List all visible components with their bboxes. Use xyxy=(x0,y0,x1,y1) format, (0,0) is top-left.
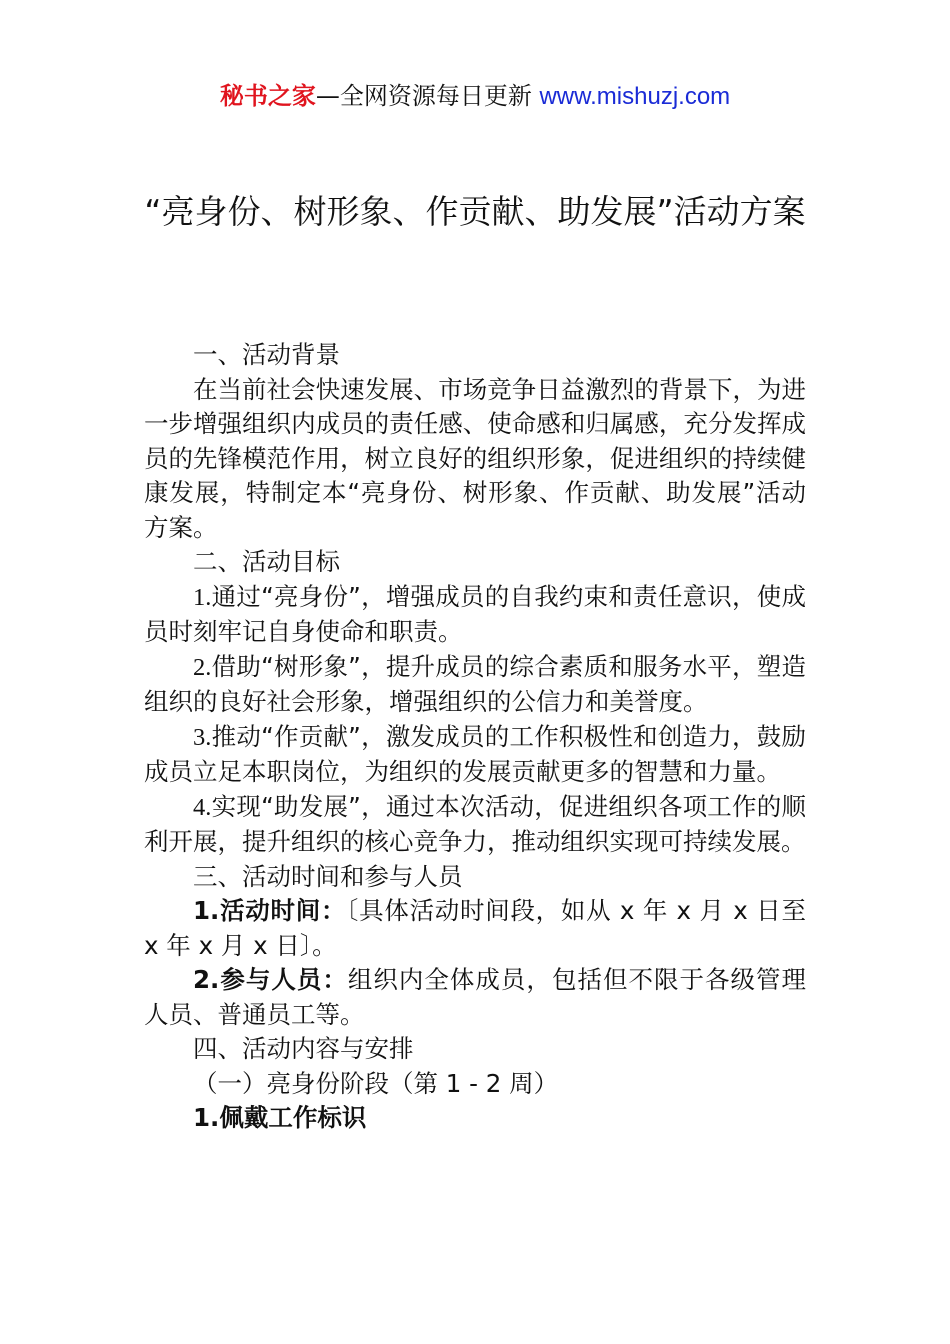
goal-text: 实现“助发展”，通过本次活动，促进组织各项工作的顺利开展，提升组织的核心竞争力，推动组织实现可持续发展。 xyxy=(144,791,806,856)
activity-time-label: 1.活动时间： xyxy=(193,896,347,925)
activity-time-item xyxy=(144,894,806,963)
goal-item-2 xyxy=(144,650,806,720)
document-title: “亮身份、树形象、作贡献、助发展”活动方案 xyxy=(144,192,806,231)
goal-item-1 xyxy=(144,580,806,650)
participants-label: 2.参与人员： xyxy=(193,965,348,994)
goal-number: 3. xyxy=(193,723,212,751)
section-heading-background: 一、活动背景 xyxy=(193,340,340,369)
section-heading-time-people: 三、活动时间和参与人员 xyxy=(193,861,463,891)
goal-item-4 xyxy=(144,790,806,860)
header-tagline: —全网资源每日更新 xyxy=(315,82,540,110)
document-body xyxy=(144,338,806,1136)
goal-number: 2. xyxy=(193,653,212,681)
activity-time-text: 〔具体活动时间段，如从 x 年 x 月 x 日至 x 年 x 月 x 日〕。 xyxy=(144,896,806,960)
site-url-link[interactable]: www.mishuzj.com xyxy=(539,83,731,110)
goal-number: 4. xyxy=(193,793,212,821)
background-paragraph: 在当前社会快速发展、市场竞争日益激烈的背景下，为进一步增强组织内成员的责任感、使命感和归属感，充分发挥成员的先锋模范作用，树立良好的组织形象，促进组织的持续健康发展，特制定本“亮身份、树形象、作贡献、助发展”活动方案。 xyxy=(144,374,806,542)
item-heading: 1.佩戴工作标识 xyxy=(193,1103,367,1132)
goal-item-3 xyxy=(144,720,806,790)
section-heading-goals: 二、活动目标 xyxy=(193,547,340,576)
participants-text: 组织内全体成员，包括但不限于各级管理人员、普通员工等。 xyxy=(144,965,806,1029)
site-header xyxy=(0,80,950,113)
participants-item xyxy=(144,963,806,1032)
goal-text: 通过“亮身份”，增强成员的自我约束和责任意识，使成员时刻牢记自身使命和职责。 xyxy=(144,581,806,646)
section-heading-content: 四、活动内容与安排 xyxy=(193,1034,414,1063)
goal-text: 借助“树形象”，提升成员的综合素质和服务水平，塑造组织的良好社会形象，增强组织的公信力和美誉度。 xyxy=(144,651,806,716)
brand-name: 秘书之家 xyxy=(219,82,316,110)
goal-number: 1. xyxy=(193,583,212,611)
phase-heading: （一）亮身份阶段（第 1 - 2 周） xyxy=(193,1068,559,1098)
goal-text: 推动“作贡献”，激发成员的工作积极性和创造力，鼓励成员立足本职岗位，为组织的发展贡献更多的智慧和力量。 xyxy=(144,721,806,786)
